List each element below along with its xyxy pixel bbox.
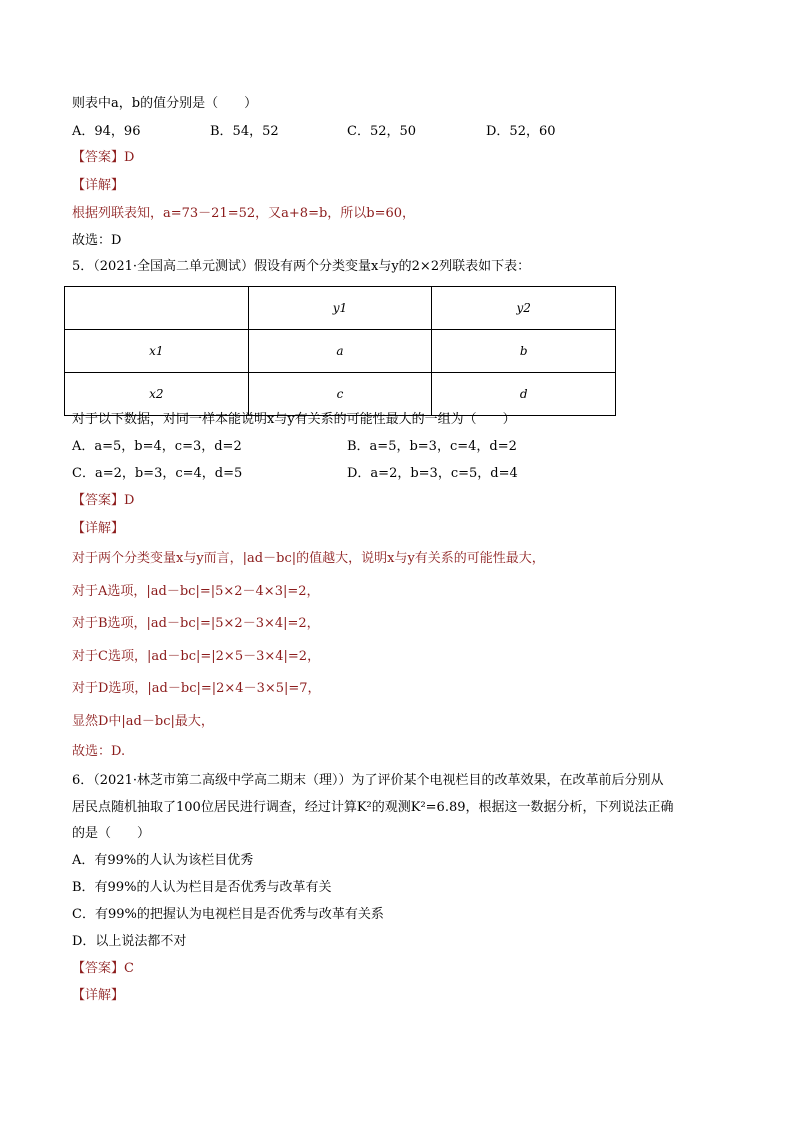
- q5-answer: 【答案】D: [72, 493, 135, 508]
- q5-detail-line: 对于C选项，|ad－bc|=|2×5－3×4|=2，: [72, 649, 321, 664]
- q4-option-a: A．94，96: [72, 124, 141, 139]
- q4-option-d: D．52，60: [486, 124, 556, 139]
- table-cell: a: [248, 330, 432, 373]
- q6-answer: 【答案】C: [72, 961, 134, 976]
- table-cell: c: [248, 373, 432, 416]
- q5-option-b: B．a=5，b=3，c=4，d=2: [347, 439, 517, 454]
- q5-detail-line: 对于A选项，|ad－bc|=|5×2－4×3|=2，: [72, 584, 320, 599]
- q4-option-b: B．54，52: [210, 124, 279, 139]
- q4-stem: 则表中a，b的值分别是（ ）: [72, 96, 258, 111]
- q6-detail-label: 【详解】: [72, 988, 125, 1003]
- q5-question: 对于以下数据，对同一样本能说明x与y有关系的可能性最大的一组为（ ）: [72, 412, 516, 427]
- q6-stem-line1: 6．（2021·林芝市第二高级中学高二期末（理））为了评价某个电视栏目的改革效果，在改革前后分别从: [72, 773, 664, 788]
- q5-detail-line: 对于B选项，|ad－bc|=|5×2－3×4|=2，: [72, 616, 320, 631]
- table-header-cell: y1: [248, 287, 432, 330]
- q5-option-d: D．a=2，b=3，c=5，d=4: [347, 466, 518, 481]
- q6-option-d: D．以上说法都不对: [72, 934, 187, 949]
- q5-detail-line: 对于D选项，|ad－bc|=|2×4－3×5|=7，: [72, 681, 321, 696]
- q4-detail-label: 【详解】: [72, 178, 125, 193]
- table-header-row: [65, 287, 616, 330]
- q4-option-c: C．52，50: [347, 124, 417, 139]
- q5-detail-label: 【详解】: [72, 521, 125, 536]
- q6-option-b: B．有99%的人认为栏目是否优秀与改革有关: [72, 880, 332, 895]
- table-cell: d: [432, 373, 616, 416]
- q4-solution: 根据列联表知，a=73－21=52，又a+8=b，所以b=60，: [72, 206, 416, 221]
- table-row-label: x1: [65, 330, 249, 373]
- contingency-table: [64, 286, 616, 416]
- q5-stem: 5．（2021·全国高二单元测试）假设有两个分类变量x与y的2×2列联表如下表：: [72, 259, 531, 274]
- q5-option-c: C．a=2，b=3，c=4，d=5: [72, 466, 243, 481]
- q5-detail-line: 故选：D.: [72, 744, 126, 759]
- table-row-label: x2: [65, 373, 249, 416]
- table-corner-cell: [65, 287, 249, 330]
- q5-detail-line: 显然D中|ad－bc|最大，: [72, 714, 214, 729]
- q4-conclusion: 故选：D: [72, 233, 122, 248]
- q5-option-a: A．a=5，b=4，c=3，d=2: [72, 439, 242, 454]
- table-row: [65, 330, 616, 373]
- q6-option-c: C．有99%的把握认为电视栏目是否优秀与改革有关系: [72, 907, 384, 922]
- table-row: [65, 373, 616, 416]
- q6-stem-line2: 居民点随机抽取了100位居民进行调查，经过计算K²的观测K²=6.89，根据这一数据分析，下列说法正确: [72, 800, 674, 815]
- table-cell: b: [432, 330, 616, 373]
- q5-detail-line: 对于两个分类变量x与y而言，|ad－bc|的值越大，说明x与y有关系的可能性最大，: [72, 551, 545, 566]
- q6-option-a: A．有99%的人认为该栏目优秀: [72, 853, 254, 868]
- q6-stem-line3: 的是（ ）: [72, 826, 151, 841]
- q4-answer: 【答案】D: [72, 150, 135, 165]
- table-header-cell: y2: [432, 287, 616, 330]
